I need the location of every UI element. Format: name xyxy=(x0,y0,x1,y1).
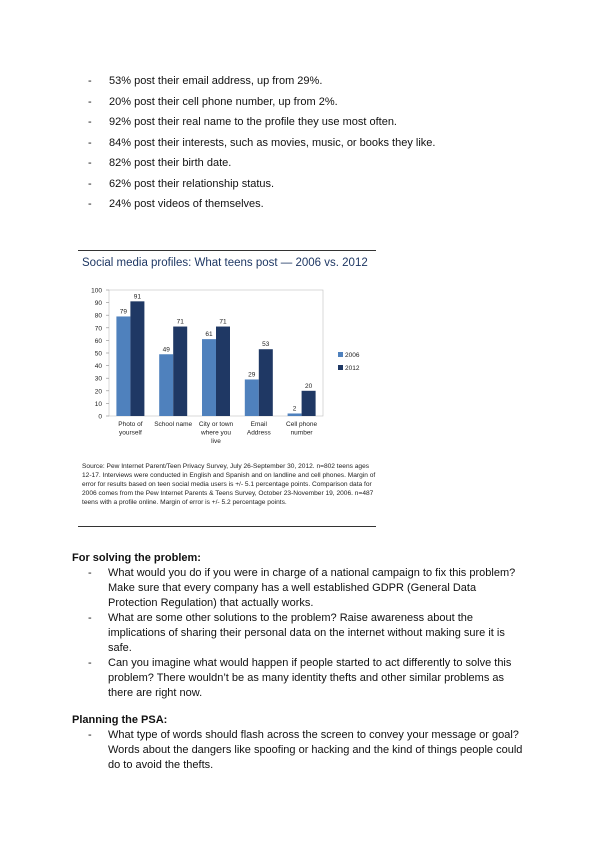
bar-value-label: 2 xyxy=(292,405,297,413)
bar-2012 xyxy=(130,301,144,416)
bar-2012 xyxy=(173,327,187,416)
y-tick-label: 90 xyxy=(94,300,102,308)
y-tick-label: 20 xyxy=(94,388,102,396)
bar-value-label: 79 xyxy=(119,308,128,316)
planning-list xyxy=(88,728,528,773)
y-tick-label: 100 xyxy=(91,287,102,295)
legend-swatch-2012 xyxy=(338,365,343,370)
bar-2006 xyxy=(159,354,173,416)
stats-item: - 82% post their birth date. xyxy=(88,153,435,174)
bar-2012 xyxy=(216,327,230,416)
x-tick-label: City or town xyxy=(198,421,234,428)
bar-2006 xyxy=(245,379,259,416)
x-tick-label: School name xyxy=(154,421,193,428)
legend-swatch-2006 xyxy=(338,352,343,357)
bar-value-label: 91 xyxy=(133,293,142,301)
bar-value-label: 49 xyxy=(162,346,170,354)
stats-item: - 62% post their relationship status. xyxy=(88,174,435,195)
stats-item: - 84% post their interests, such as movies, music, or books they like. xyxy=(88,133,435,154)
stats-item: - 24% post videos of themselves. xyxy=(88,194,435,215)
bar-chart xyxy=(78,250,378,460)
solving-item: - What are some other solutions to the problem? Raise awareness about the implications of sharing their personal data on the internet without making sure it is safe. xyxy=(88,611,528,656)
bar-2012 xyxy=(302,391,316,416)
bar-value-label: 29 xyxy=(248,371,256,379)
solving-heading: For solving the problem: xyxy=(72,552,201,564)
stats-list xyxy=(88,71,435,215)
chart-title: Social media profiles: What teens post — 2006 vs. 2012 xyxy=(82,257,368,269)
bar-2012 xyxy=(259,349,273,416)
bar-value-label: 71 xyxy=(176,318,184,326)
bar-2006 xyxy=(202,339,216,416)
x-tick-label: Photo of xyxy=(118,421,143,428)
x-tick-label: where you xyxy=(201,429,231,437)
stats-item: - 53% post their email address, up from 29%. xyxy=(88,71,435,92)
figure-bottom-rule xyxy=(78,526,376,527)
bar-2006 xyxy=(116,316,130,416)
x-tick-label: Address xyxy=(246,429,271,437)
y-tick-label: 10 xyxy=(94,400,102,408)
y-tick-label: 80 xyxy=(94,312,102,320)
planning-item: - What type of words should flash across the screen to convey your message or goal? Words about the dangers like spoofing or hacking and the kind of things people could do to avoid the thefts. xyxy=(88,728,528,773)
stats-item: - 20% post their cell phone number, up from 2%. xyxy=(88,92,435,113)
planning-heading: Planning the PSA: xyxy=(72,714,168,726)
x-tick-label: Cell phone xyxy=(286,421,318,428)
y-tick-label: 60 xyxy=(94,337,102,345)
x-tick-label: number xyxy=(290,429,313,437)
bar-value-label: 53 xyxy=(262,341,270,349)
y-tick-label: 0 xyxy=(98,413,102,421)
bar-value-label: 20 xyxy=(304,382,313,390)
solving-list xyxy=(88,566,528,701)
x-tick-label: live xyxy=(211,438,221,445)
x-tick-label: yourself xyxy=(119,429,142,437)
chart-source-note: Source: Pew Internet Parent/Teen Privacy Survey, July 26-September 30, 2012. n=802 teens ages 12-17. Interviews were conducted in English and Spanish and on landline and cell phones. Margin of error for results based on teen social media users is +/- 5.1 percentage points. Comparison data for 2006 comes from the Pew Internet Parents & Teens Survey, October 23-November 19, 2006. n=487 teens with a profile online. Margin of error is +/- 5.2 percentage points. xyxy=(82,463,376,506)
solving-item: - Can you imagine what would happen if people started to act differently to solve this problem? There wouldn’t be as many identity thefts and other similar problems as there are right now. xyxy=(88,656,528,701)
bar-2006 xyxy=(288,413,302,416)
y-tick-label: 40 xyxy=(94,363,102,371)
stats-item: - 92% post their real name to the profile they use most often. xyxy=(88,112,435,133)
bar-value-label: 71 xyxy=(219,318,227,326)
y-tick-label: 30 xyxy=(94,375,102,383)
y-tick-label: 70 xyxy=(94,325,102,333)
legend-label: 2012 xyxy=(345,365,360,372)
x-tick-label: Email xyxy=(250,421,267,428)
legend-label: 2006 xyxy=(345,352,360,359)
bar-value-label: 61 xyxy=(205,331,213,339)
chart-figure xyxy=(78,250,378,528)
solving-item: - What would you do if you were in charge of a national campaign to fix this problem? Make sure that every company has a well established GDPR (General Data Protection Regulation) that actually works. xyxy=(88,566,528,611)
y-tick-label: 50 xyxy=(94,350,102,358)
